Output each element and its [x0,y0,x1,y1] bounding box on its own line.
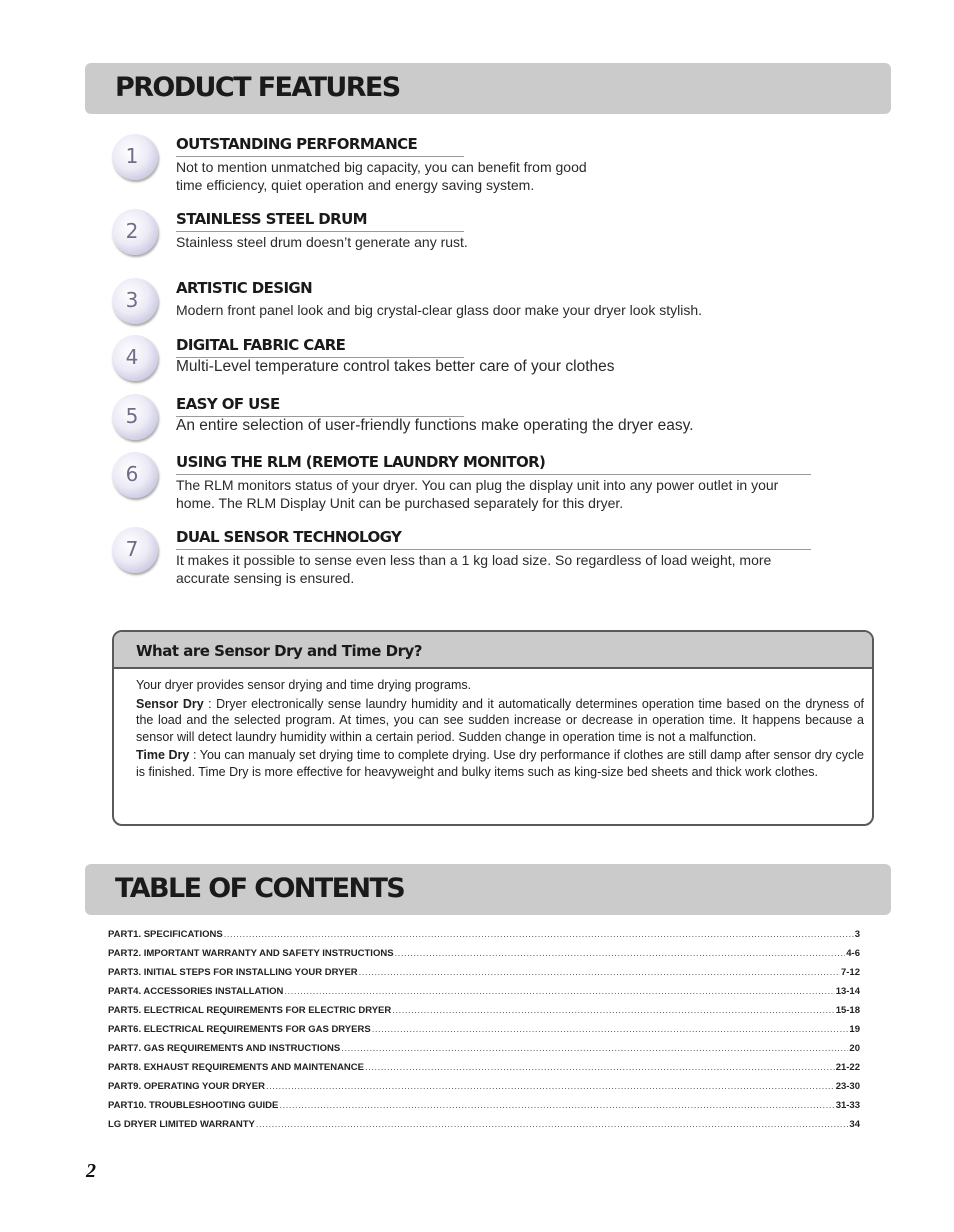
toc-entry[interactable]: PART3. INITIAL STEPS FOR INSTALLING YOUR DRYER ..... 7-12 [108,967,860,986]
number-badge-icon: 5 [112,394,158,440]
toc-entry[interactable]: LG DRYER LIMITED WARRANTY ..... 34 [108,1119,860,1138]
feature-title: EASY OF USE [176,394,464,417]
toc-entry[interactable]: PART5. ELECTRICAL REQUIREMENTS FOR ELECTRIC DRYER ..... 15-18 [108,1005,860,1024]
number-badge-icon: 1 [112,134,158,180]
feature-description: The RLM monitors status of your dryer. You can plug the display unit into any power outlet in your home. The RLM Display Unit can be purchased separately for this dryer. [176,477,779,511]
number-badge-icon: 7 [112,527,158,573]
toc-entry[interactable]: PART7. GAS REQUIREMENTS AND INSTRUCTIONS ..... 20 [108,1043,860,1062]
sensor-dry-info-box [112,630,874,826]
toc-entry[interactable]: PART9. OPERATING YOUR DRYER ..... 23-30 [108,1081,860,1100]
toc-entry[interactable]: PART8. EXHAUST REQUIREMENTS AND MAINTENANCE ..... 21-22 [108,1062,860,1081]
feature-description: Modern front panel look and big crystal-clear glass door make your dryer look stylish. [176,302,703,318]
toc-entry[interactable]: PART1. SPECIFICATIONS ..... 3 [108,929,860,948]
feature-title: OUTSTANDING PERFORMANCE [176,134,464,157]
toc-entry[interactable]: PART10. TROUBLESHOOTING GUIDE ..... 31-33 [108,1100,860,1119]
toc-entry[interactable]: PART4. ACCESSORIES INSTALLATION ..... 13-14 [108,986,860,1005]
feature-description: Stainless steel drum doesn’t generate any rust. [176,234,468,250]
number-badge-icon: 6 [112,452,158,498]
number-badge-icon: 4 [112,335,158,381]
feature-title: DUAL SENSOR TECHNOLOGY [176,527,811,550]
product-features-heading: PRODUCT FEATURES [115,72,400,103]
info-box-title: What are Sensor Dry and Time Dry? [136,642,422,660]
feature-title: DIGITAL FABRIC CARE [176,335,464,358]
page-number: 2 [86,1160,96,1182]
info-box-header [114,632,872,669]
feature-title: ARTISTIC DESIGN [176,279,313,297]
number-badge-icon: 3 [112,278,158,324]
feature-description: Multi-Level temperature control takes better care of your clothes [176,358,615,375]
feature-description: It makes it possible to sense even less than a 1 kg load size. So regardless of load weight, more accurate sensing is ensured. [176,552,772,586]
info-box-body [114,669,872,780]
product-features-banner [85,63,891,114]
info-intro: Your dryer provides sensor drying and time drying programs. [136,678,472,692]
number-badge-icon: 2 [112,209,158,255]
table-of-contents-heading: TABLE OF CONTENTS [115,873,405,904]
table-of-contents-banner [85,864,891,915]
toc-list [108,929,860,1138]
toc-entry[interactable]: PART6. ELECTRICAL REQUIREMENTS FOR GAS DRYERS ..... 19 [108,1024,860,1043]
time-dry-paragraph: Time Dry : You can manualy set drying time to complete drying. Use dry performance if clothes are still damp after sensor dry cycle is finished. Time Dry is more effective for heavyweight and bulky items such as king-size bed sheets and thick work clothes. [136,748,865,779]
feature-title: STAINLESS STEEL DRUM [176,209,464,232]
toc-entry[interactable]: PART2. IMPORTANT WARRANTY AND SAFETY INSTRUCTIONS ..... 4-6 [108,948,860,967]
feature-description: Not to mention unmatched big capacity, you can benefit from good time efficiency, quiet operation and energy saving system. [176,159,587,193]
feature-title: USING THE RLM (REMOTE LAUNDRY MONITOR) [176,452,811,475]
sensor-dry-paragraph: Sensor Dry : Dryer electronically sense laundry humidity and it automatically determines operation time based on the dryness of the load and the selected program. At times, you can see sudden increase or decrease in operation time. It happens because a sensor will detect laundry humidity within a certain period. Sudden change in operation time is not a malfunction. [136,696,864,744]
feature-description: An entire selection of user-friendly functions make operating the dryer easy. [176,417,694,434]
